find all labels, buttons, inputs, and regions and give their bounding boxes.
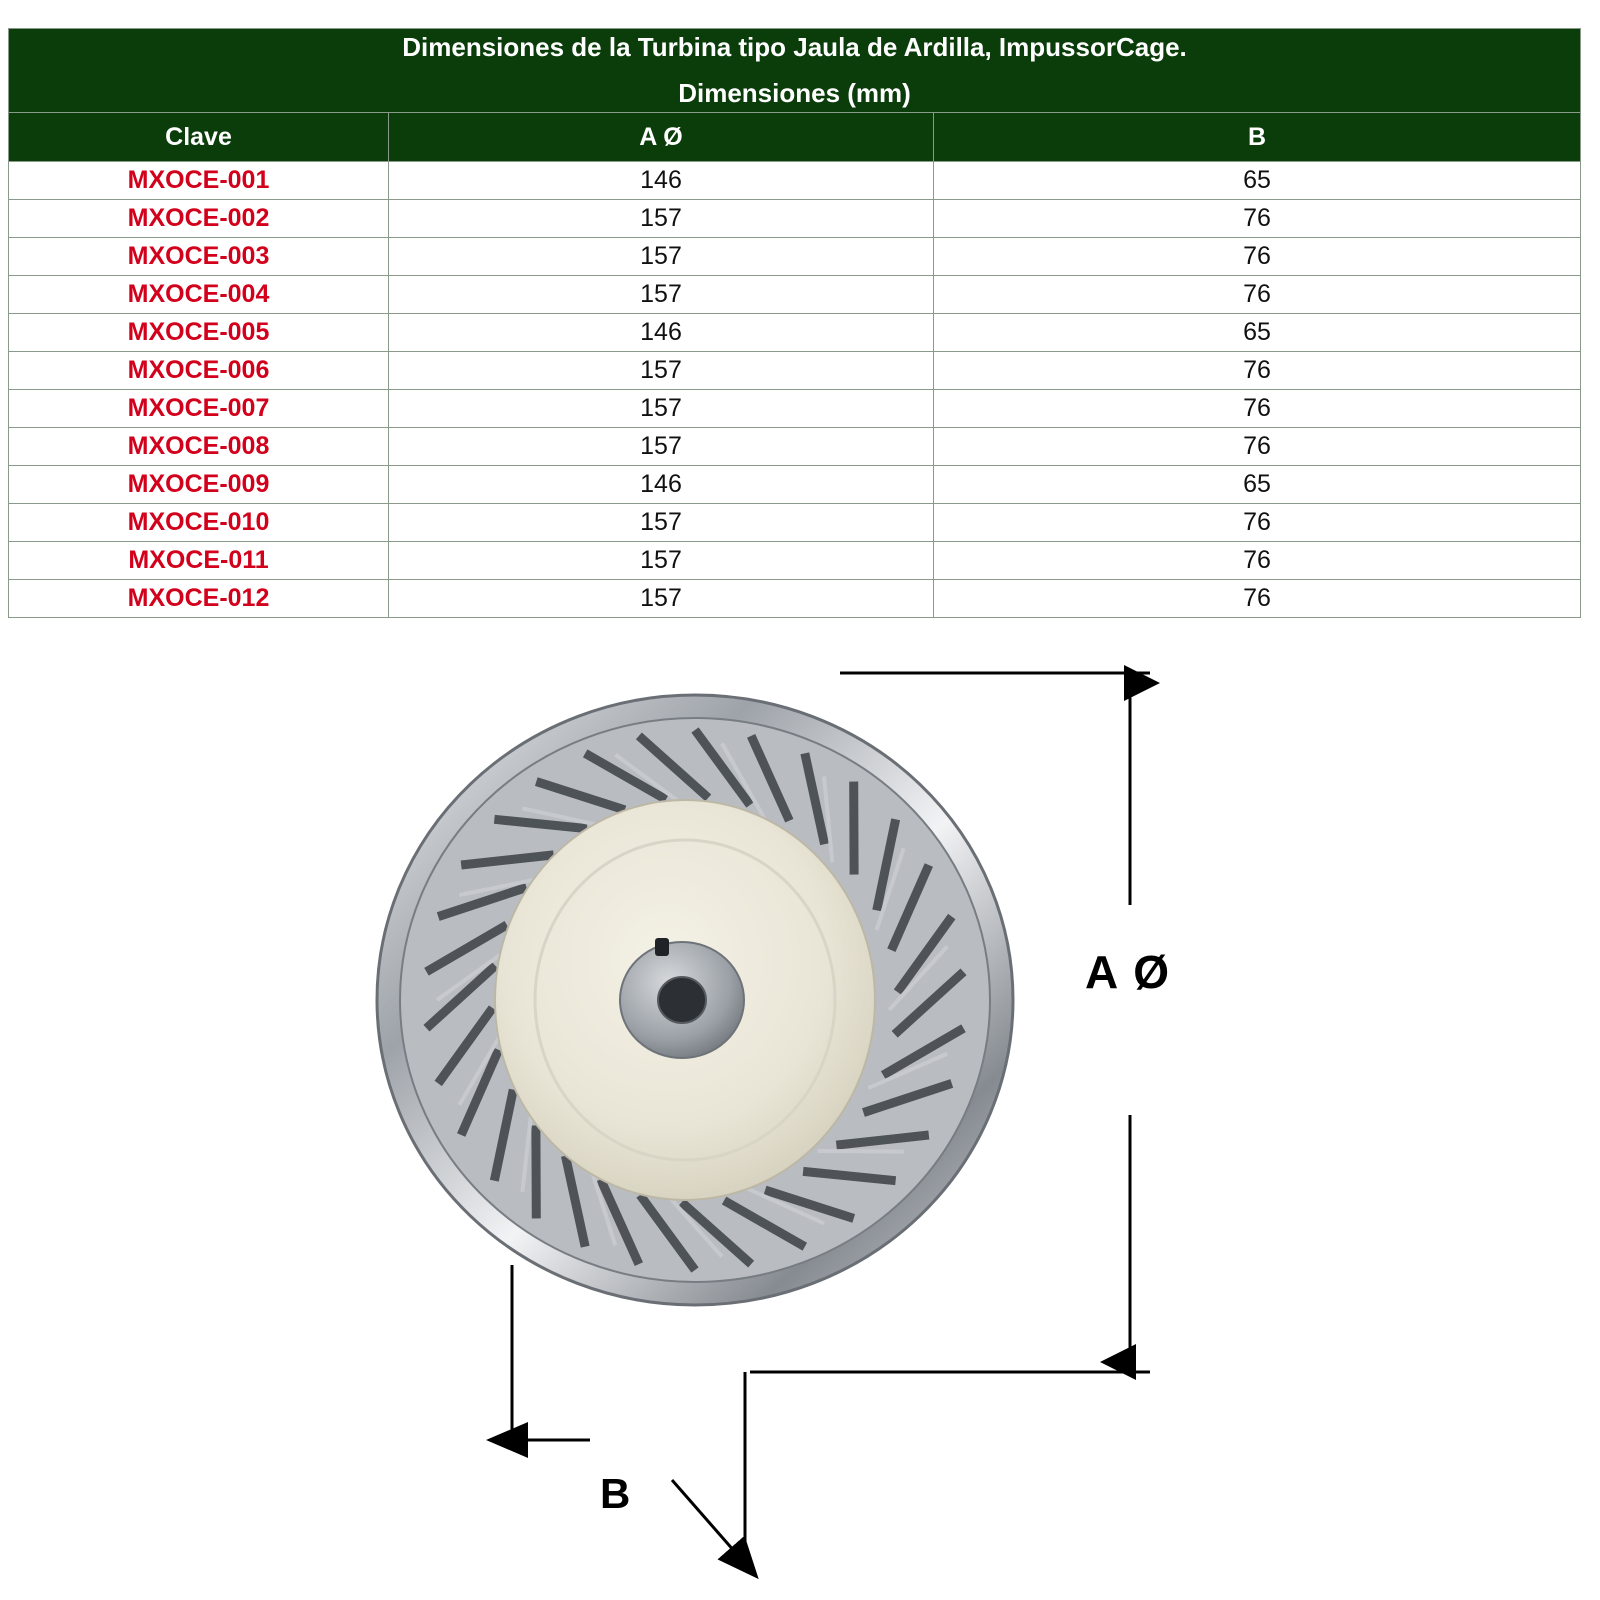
cell-a: 157	[389, 428, 934, 466]
cell-a: 157	[389, 238, 934, 276]
cell-clave: MXOCE-007	[9, 390, 389, 428]
column-header-a: A Ø	[389, 113, 934, 162]
table-row	[9, 162, 1581, 200]
dimension-b-label: B	[600, 1470, 631, 1517]
cell-clave: MXOCE-006	[9, 352, 389, 390]
cell-b: 76	[934, 428, 1581, 466]
cell-b: 76	[934, 504, 1581, 542]
cell-a: 157	[389, 200, 934, 238]
table-row	[9, 542, 1581, 580]
dimensions-table-container	[8, 28, 1580, 618]
cell-b: 65	[934, 162, 1581, 200]
cell-clave: MXOCE-002	[9, 200, 389, 238]
cell-a: 157	[389, 580, 934, 618]
cell-a: 157	[389, 390, 934, 428]
table-row	[9, 428, 1581, 466]
table-title	[9, 29, 1581, 113]
table-row	[9, 276, 1581, 314]
product-diagram-area	[0, 655, 1600, 1600]
cell-clave: MXOCE-009	[9, 466, 389, 504]
cell-clave: MXOCE-004	[9, 276, 389, 314]
table-row	[9, 580, 1581, 618]
dimensions-table	[8, 28, 1581, 618]
shaft-hole	[658, 977, 706, 1023]
cell-b: 65	[934, 314, 1581, 352]
table-subtitle-text: Dimensiones (mm)	[678, 77, 911, 108]
cell-b: 76	[934, 238, 1581, 276]
cell-a: 157	[389, 276, 934, 314]
table-row	[9, 314, 1581, 352]
cell-b: 76	[934, 200, 1581, 238]
cell-clave: MXOCE-010	[9, 504, 389, 542]
cell-clave: MXOCE-011	[9, 542, 389, 580]
cell-a: 146	[389, 466, 934, 504]
set-screw	[655, 938, 669, 956]
cell-clave: MXOCE-001	[9, 162, 389, 200]
cell-b: 76	[934, 580, 1581, 618]
cell-a: 146	[389, 162, 934, 200]
column-header-clave: Clave	[9, 113, 389, 162]
table-title-text: Dimensiones de la Turbina tipo Jaula de Ardilla, ImpussorCage.	[402, 32, 1187, 62]
cell-b: 76	[934, 276, 1581, 314]
table-row	[9, 466, 1581, 504]
blower-wheel-image	[355, 670, 1035, 1330]
table-header-row	[9, 113, 1581, 162]
cell-a: 146	[389, 314, 934, 352]
table-row	[9, 390, 1581, 428]
cell-b: 65	[934, 466, 1581, 504]
cell-a: 157	[389, 504, 934, 542]
table-title-row	[9, 29, 1581, 113]
cell-b: 76	[934, 542, 1581, 580]
cell-a: 157	[389, 542, 934, 580]
cell-clave: MXOCE-008	[9, 428, 389, 466]
cell-b: 76	[934, 352, 1581, 390]
cell-clave: MXOCE-012	[9, 580, 389, 618]
column-header-b: B	[934, 113, 1581, 162]
cell-b: 76	[934, 390, 1581, 428]
cell-a: 157	[389, 352, 934, 390]
dimension-a-label: A Ø	[1085, 946, 1172, 998]
table-row	[9, 504, 1581, 542]
table-row	[9, 352, 1581, 390]
table-row	[9, 200, 1581, 238]
table-row	[9, 238, 1581, 276]
cell-clave: MXOCE-003	[9, 238, 389, 276]
cell-clave: MXOCE-005	[9, 314, 389, 352]
